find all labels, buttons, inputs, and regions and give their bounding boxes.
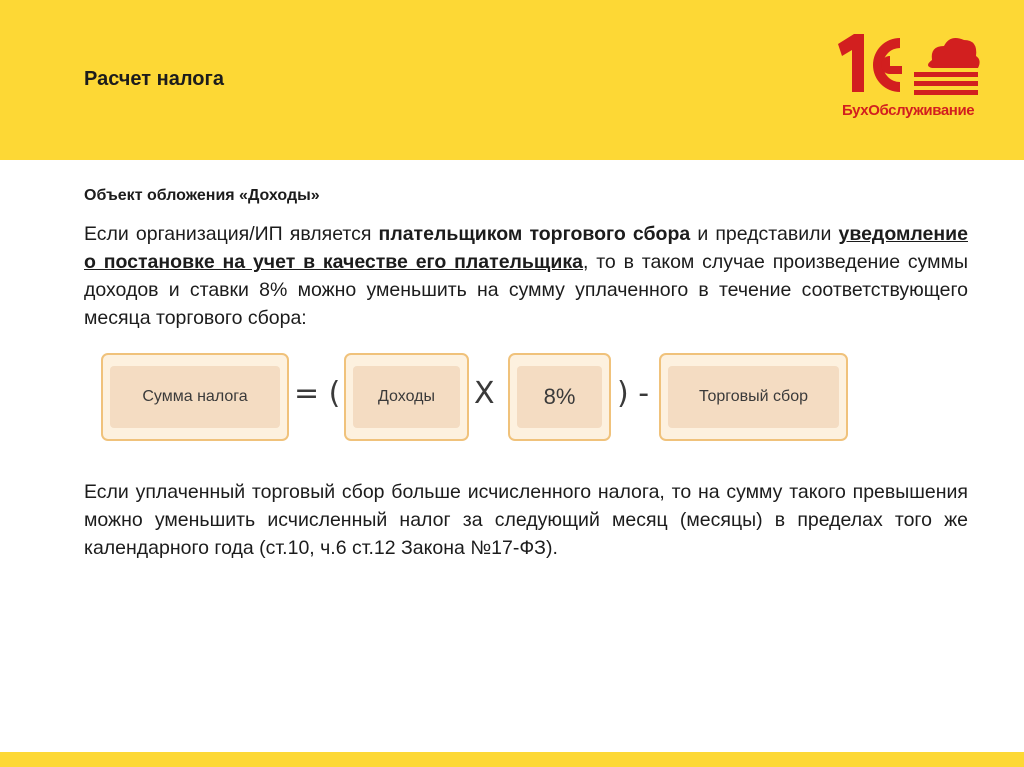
formula-tax-sum-label: Сумма налога	[110, 366, 280, 428]
slide-title: Расчет налога	[84, 68, 224, 90]
paragraph1-part2: и представили	[690, 223, 839, 245]
logo-1c-icon	[832, 30, 982, 100]
formula-rate-label: 8%	[517, 366, 602, 428]
paragraph1-bold-term: плательщиком торгового сбора	[378, 223, 691, 245]
section-subtitle: Объект обложения «Доходы»	[84, 187, 320, 204]
formula-close-minus: ) -	[617, 376, 650, 411]
logo-caption: БухОбслуживание	[842, 102, 975, 119]
company-logo	[832, 30, 982, 125]
formula-rate-box	[508, 353, 611, 441]
formula-times: X	[474, 376, 495, 411]
paragraph-conditions	[84, 220, 968, 332]
formula-income-box	[344, 353, 469, 441]
paragraph1-part1: Если организация/ИП является	[84, 223, 379, 245]
paragraph1-notice-term: уведомление о постановке на учет в качестве его плательщика	[84, 223, 968, 273]
formula-income-label: Доходы	[353, 366, 460, 428]
formula-equals-open: = (	[294, 376, 341, 411]
formula-tax-sum-box	[101, 353, 289, 441]
formula-trade-fee-box	[659, 353, 848, 441]
paragraph1-part3: , то в таком случае произведение суммы доходов и ставки 8% можно уменьшить на сумму уплаченного в течение соответствующего месяца торгового сбора:	[84, 251, 968, 329]
paragraph-excess: Если уплаченный торговый сбор больше исчисленного налога, то на сумму такого превышения можно уменьшить исчисленный налог за следующий месяц (месяцы) в пределах того же календарного года (ст.10, ч.6 ст.12 Закона №17-ФЗ).	[84, 481, 968, 559]
footer-band	[0, 752, 1024, 767]
formula-trade-fee-label: Торговый сбор	[668, 366, 839, 428]
